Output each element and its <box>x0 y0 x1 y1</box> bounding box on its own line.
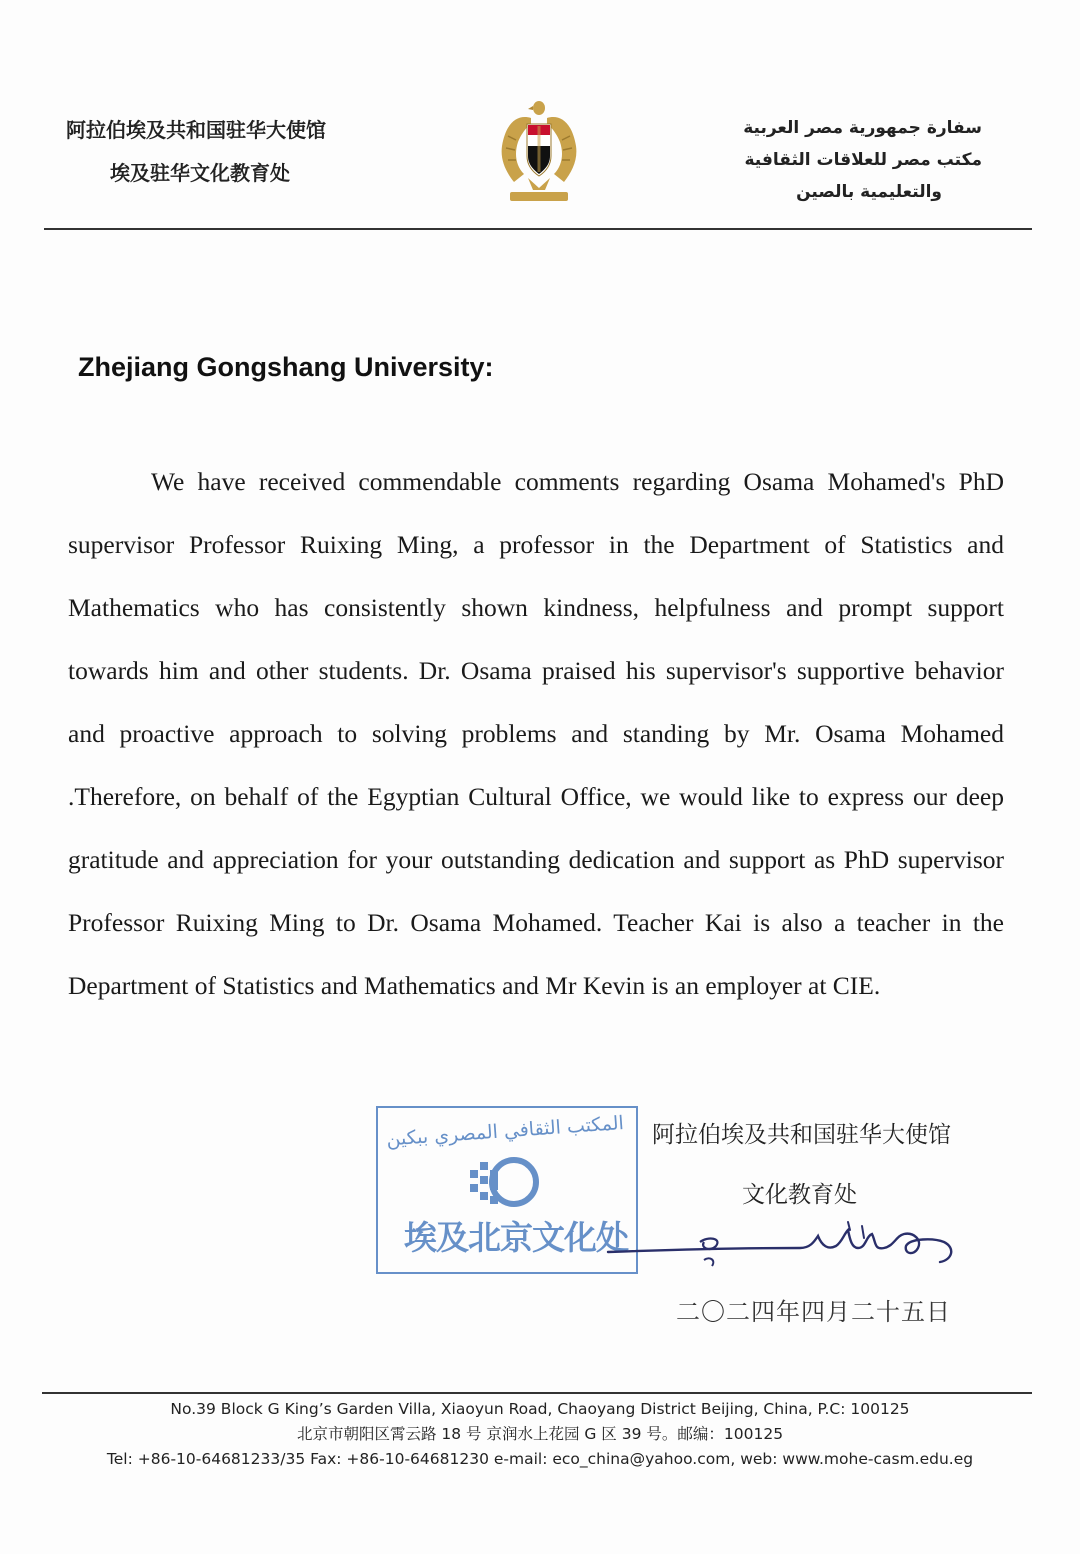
signatory-line1: 阿拉伯埃及共和国驻华大使馆 <box>652 1122 951 1148</box>
header-chinese <box>66 114 366 186</box>
header-arabic-line1: سفارة جمهورية مصر العربية <box>743 118 982 138</box>
header-chinese-line2: 埃及驻华文化教育处 <box>110 161 290 185</box>
header-arabic-line3: والتعليمية بالصين <box>796 182 942 202</box>
cultural-office-logo-icon <box>462 1152 552 1214</box>
footer-divider <box>42 1392 1032 1394</box>
addressee: Zhejiang Gongshang University: <box>78 352 494 382</box>
handwritten-signature-icon <box>604 1212 972 1278</box>
signatory-line2: 文化教育处 <box>742 1182 857 1208</box>
letter-date: 二〇二四年四月二十五日 <box>676 1298 951 1326</box>
header-chinese-line1: 阿拉伯埃及共和国驻华大使馆 <box>66 118 326 142</box>
header-arabic <box>662 112 982 208</box>
header-arabic-line2: مكتب مصر للعلاقات الثقافية <box>744 150 982 170</box>
stamp-arabic-text: المكتب الثقافي المصري ببكين <box>385 1112 625 1151</box>
letter-body: We have received commendable comments regarding Osama Mohamed's PhD supervisor Professor Ruixing Ming, a professor in the Department of Statistics and Mathematics who has consistently shown kindness, helpfulness and prompt support towards him and other students. Dr. Osama praised his supervisor's supportive behavior and proactive approach to solving problems and standing by Mr. Osama Mohamed .Therefore, on behalf of the Egyptian Cultural Office, we would like to express our deep gratitude and appreciation for your outstanding dedication and support as PhD supervisor Professor Ruixing Ming to Dr. Osama Mohamed. Teacher Kai is also a teacher in the Department of Statistics and Mathematics and Mr Kevin is an employer at CIE. <box>68 467 1004 1000</box>
footer-address-zh: 北京市朝阳区霄云路 18 号 京润水上花园 G 区 39 号。邮编：100125 <box>296 1425 784 1443</box>
eagle-of-saladin-emblem-icon <box>498 96 580 204</box>
official-stamp <box>376 1106 638 1274</box>
footer-address-en: No.39 Block G King’s Garden Villa, Xiaoyun Road, Chaoyang District Beijing, China, P.C: 100125 <box>170 1400 910 1418</box>
stamp-chinese-text: 埃及北京文化处 <box>404 1218 628 1257</box>
footer-contact: Tel: +86-10-64681233/35 Fax: +86-10-64681230 e-mail: eco_china@yahoo.com, web: www.mohe-casm.edu.eg <box>106 1450 974 1468</box>
footer <box>40 1397 1040 1472</box>
header-divider <box>44 228 1032 230</box>
